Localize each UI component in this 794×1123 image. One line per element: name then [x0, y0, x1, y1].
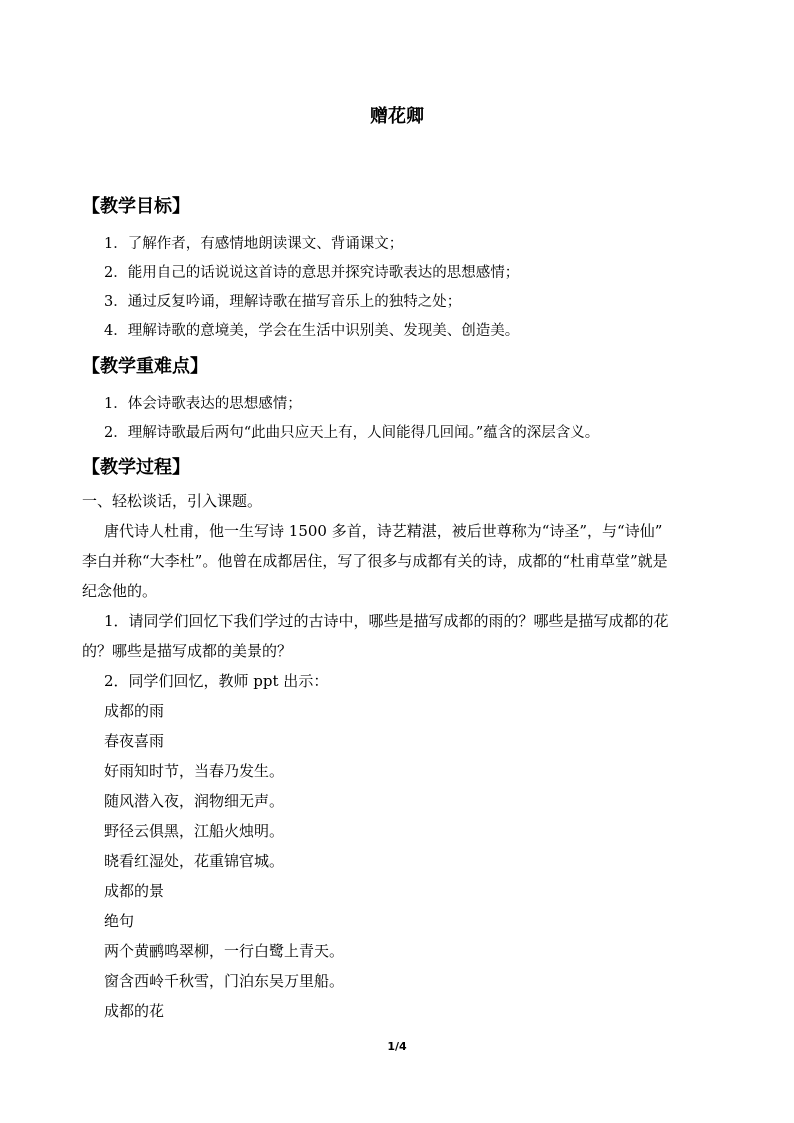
list-item: 4．理解诗歌的意境美，学会在生活中识别美、发现美、创造美。	[104, 323, 520, 339]
page-number: 1/4	[387, 1040, 407, 1053]
page-title: 赠花卿	[370, 106, 424, 127]
paragraph-line: 纪念他的。	[82, 582, 158, 600]
list-item: 2．理解诗歌最后两句“此曲只应天上有，人间能得几回闻。”蕴含的深层含义。	[104, 425, 600, 441]
step-heading: 一、轻松谈话，引入课题。	[82, 492, 263, 510]
poem-line: 野径云俱黑，江船火烛明。	[104, 822, 285, 840]
section-heading-focus: 【教学重难点】	[82, 356, 208, 377]
poem-line: 成都的景	[104, 882, 165, 900]
list-item: 3．通过反复吟诵，理解诗歌在描写音乐上的独特之处；	[104, 294, 462, 310]
paragraph-line: 的？哪些是描写成都的美景的？	[82, 642, 293, 660]
poem-line: 随风潜入夜，润物细无声。	[104, 792, 285, 810]
poem-line: 春夜喜雨	[104, 732, 165, 750]
poem-line: 好雨知时节，当春乃发生。	[104, 762, 285, 780]
poem-line: 晓看红湿处，花重锦官城。	[104, 852, 285, 870]
list-item: 2．能用自己的话说说这首诗的意思并探究诗歌表达的思想感情；	[104, 265, 520, 281]
poem-line: 成都的雨	[104, 702, 165, 720]
poem-line: 成都的花	[104, 1002, 165, 1020]
poem-line: 绝句	[104, 912, 135, 930]
list-item: 1．体会诗歌表达的思想感情；	[104, 396, 302, 412]
section-heading-process: 【教学过程】	[82, 457, 190, 478]
list-item: 1．了解作者，有感情地朗读课文、背诵课文；	[104, 236, 404, 252]
paragraph-line: 2．同学们回忆，教师 ppt 出示：	[104, 672, 329, 690]
section-heading-goals: 【教学目标】	[82, 196, 190, 217]
poem-line: 两个黄鹂鸣翠柳，一行白鹭上青天。	[104, 942, 345, 960]
paragraph-line: 1．请同学们回忆下我们学过的古诗中，哪些是描写成都的雨的？哪些是描写成都的花	[104, 612, 669, 630]
paragraph-line: 唐代诗人杜甫，他一生写诗 1500 多首，诗艺精湛，被后世尊称为“诗圣”，与“诗仙”	[104, 522, 663, 540]
paragraph-line: 李白并称“大李杜”。他曾在成都居住，写了很多与成都有关的诗，成都的“杜甫草堂”就是	[82, 552, 668, 570]
poem-line: 窗含西岭千秋雪，门泊东吴万里船。	[104, 972, 345, 990]
